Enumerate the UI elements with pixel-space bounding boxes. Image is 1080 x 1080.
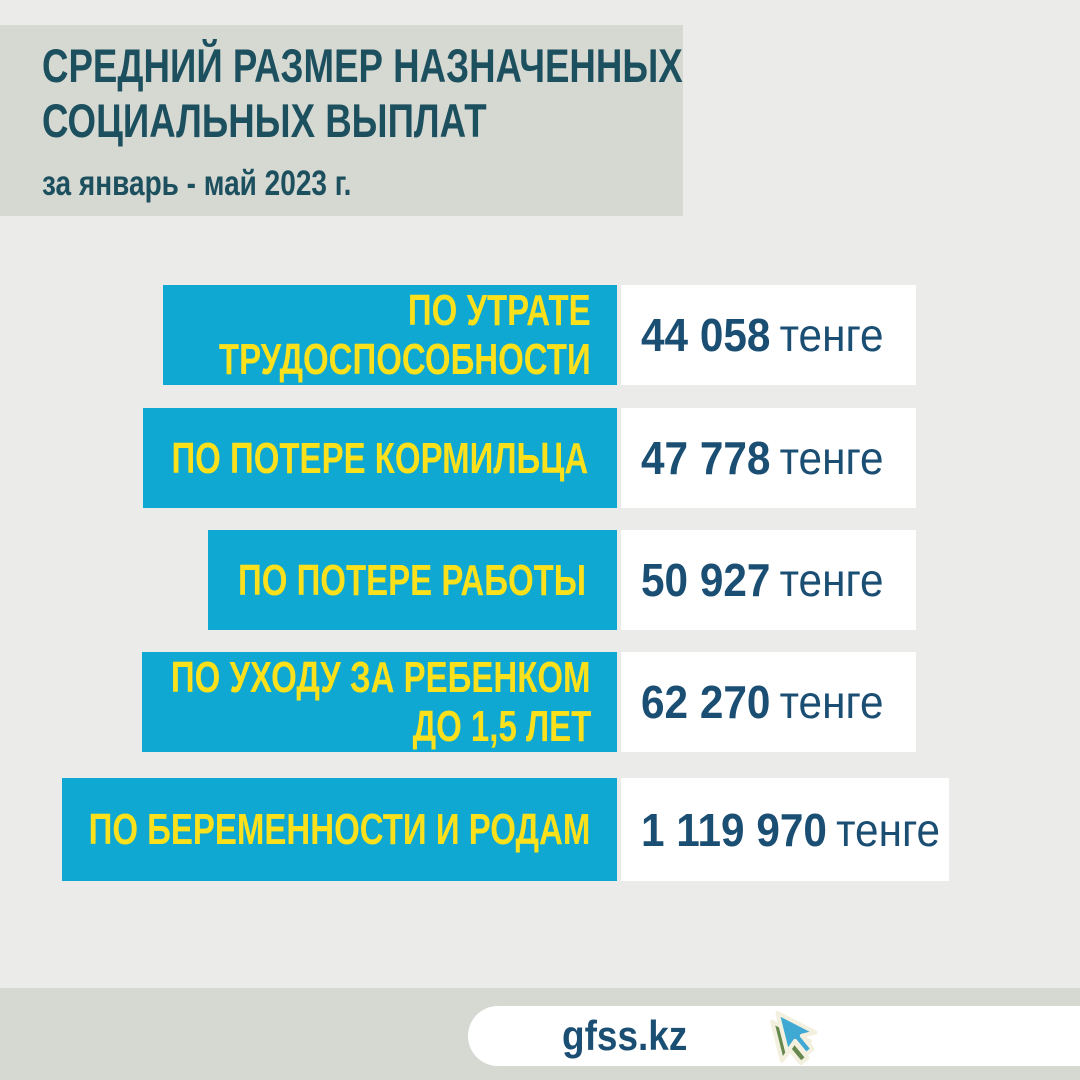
benefit-label-line: ПО ПОТЕРЕ РАБОТЫ bbox=[238, 555, 587, 605]
benefit-value-number: 44 058 bbox=[641, 309, 771, 361]
benefit-value-unit: тенге bbox=[779, 676, 884, 728]
benefit-row bbox=[0, 530, 1080, 630]
page-title-line2: СОЦИАЛЬНЫХ ВЫПЛАТ bbox=[42, 93, 487, 147]
benefit-label-box bbox=[62, 778, 617, 881]
benefit-label-box bbox=[208, 530, 617, 630]
benefit-value-number: 47 778 bbox=[641, 432, 771, 484]
benefit-value-unit: тенге bbox=[779, 432, 884, 484]
benefit-value-box bbox=[621, 285, 916, 385]
benefit-value-unit: тенге bbox=[779, 309, 884, 361]
benefit-value-box bbox=[621, 408, 916, 508]
benefit-value-box bbox=[621, 530, 916, 630]
benefit-label-box bbox=[142, 652, 617, 752]
benefit-label-box bbox=[163, 285, 617, 385]
benefit-label-line: ПО ПОТЕРЕ КОРМИЛЬЦА bbox=[171, 433, 589, 483]
title-panel bbox=[0, 25, 683, 216]
benefit-row bbox=[0, 285, 1080, 385]
benefit-value-box bbox=[621, 778, 949, 881]
benefit-value bbox=[641, 431, 884, 485]
benefit-value-number: 62 270 bbox=[641, 676, 771, 728]
site-url-label: gfss.kz bbox=[562, 1012, 688, 1059]
benefit-label-box bbox=[143, 408, 617, 508]
benefit-value bbox=[641, 553, 884, 607]
benefit-value bbox=[641, 308, 884, 362]
benefit-value-number: 50 927 bbox=[641, 554, 771, 606]
benefit-label-line: ДО 1,5 ЛЕТ bbox=[412, 702, 591, 751]
page-title-line1: СРЕДНИЙ РАЗМЕР НАЗНАЧЕННЫХ bbox=[42, 38, 683, 92]
benefit-label-line: ТРУДОСПОСОБНОСТИ bbox=[219, 335, 591, 384]
benefit-label-line: ПО УХОДУ ЗА РЕБЕНКОМ bbox=[171, 653, 591, 702]
benefit-value bbox=[641, 803, 940, 857]
benefit-value bbox=[641, 675, 884, 729]
benefit-label-line: ПО УТРАТЕ bbox=[408, 286, 591, 335]
benefit-value-number: 1 119 970 bbox=[641, 803, 827, 856]
benefit-value-unit: тенге bbox=[836, 803, 940, 856]
report-period: за январь - май 2023 г. bbox=[42, 163, 352, 203]
benefit-row bbox=[0, 778, 1080, 881]
benefit-label-line: ПО БЕРЕМЕННОСТИ И РОДАМ bbox=[88, 805, 591, 854]
benefit-row bbox=[0, 408, 1080, 508]
benefit-row bbox=[0, 652, 1080, 752]
benefit-value-box bbox=[621, 652, 916, 752]
benefit-value-unit: тенге bbox=[779, 554, 884, 606]
